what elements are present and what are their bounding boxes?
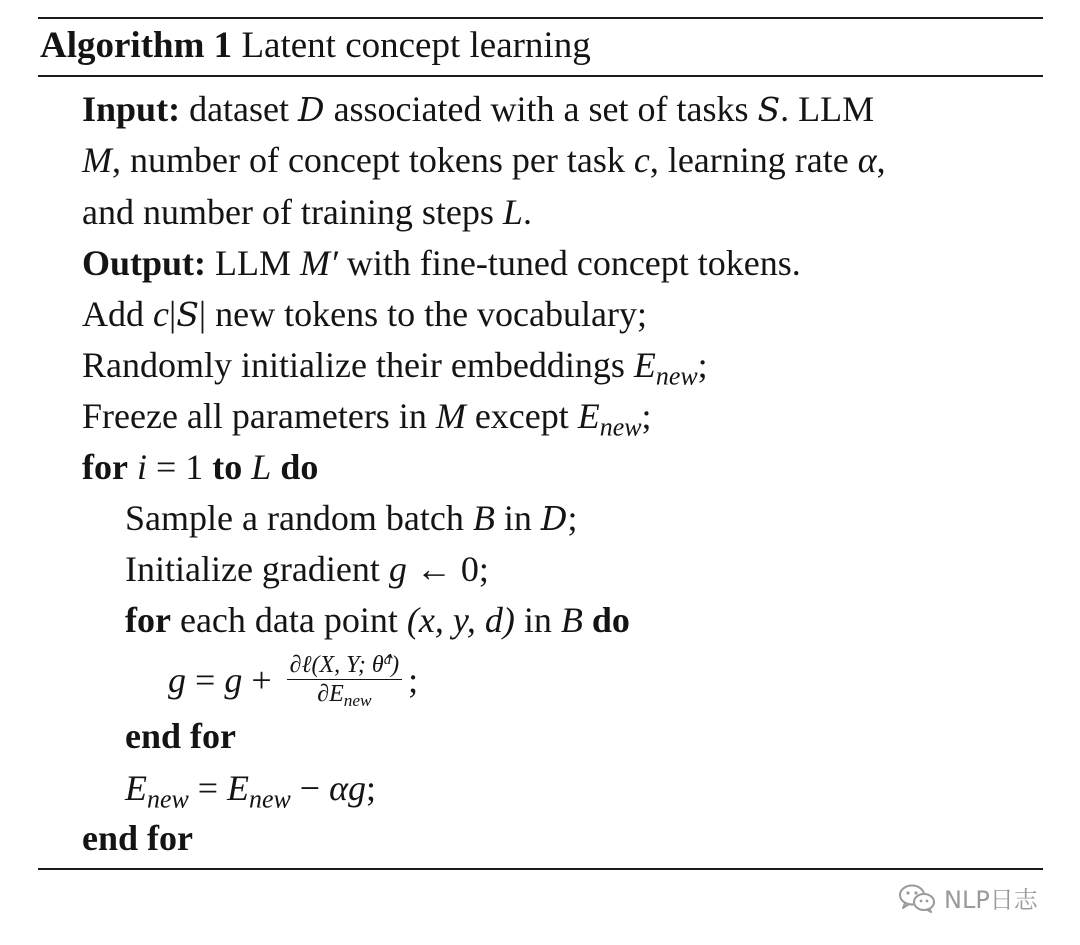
do-keyword: do	[591, 600, 630, 640]
denominator-subscript: new	[343, 691, 372, 711]
abs-bar: |	[168, 294, 177, 334]
numerator-superscript: d	[383, 652, 392, 669]
new-subscript: new	[147, 784, 189, 814]
semicolon: ;	[366, 768, 377, 808]
input-text: and number of training steps	[82, 192, 494, 232]
equals-sign: =	[195, 660, 216, 700]
fraction-denominator	[287, 680, 403, 711]
new-subscript: new	[655, 361, 698, 391]
E-letter: E	[633, 345, 656, 385]
step-text: Add	[82, 294, 144, 334]
step-text: new tokens to the vocabulary;	[215, 294, 647, 334]
concept-count-symbol: c	[153, 294, 169, 334]
step-freeze	[82, 393, 652, 442]
input-text: dataset	[189, 89, 290, 129]
input-text: .	[522, 192, 532, 232]
outer-for-line	[82, 444, 318, 490]
output-label: Output:	[82, 243, 207, 283]
batch-symbol: B	[560, 600, 583, 640]
sample-batch-line	[125, 495, 577, 542]
assign-expr: = 1	[155, 447, 204, 487]
semicolon: ;	[567, 498, 578, 538]
batch-symbol: B	[472, 498, 495, 538]
step-init-embeddings	[82, 342, 708, 391]
input-label: Input:	[82, 89, 181, 129]
loss-gradient-fraction	[287, 651, 403, 711]
output-text: LLM	[215, 243, 292, 283]
input-line-3	[82, 189, 532, 235]
step-add-tokens	[82, 291, 647, 338]
fraction-numerator	[287, 651, 403, 680]
gradient-symbol: g	[388, 549, 407, 589]
output-line	[82, 240, 801, 286]
model-symbol: M	[82, 140, 112, 180]
embedding-symbol	[125, 768, 189, 814]
step-text: Sample a random batch	[125, 498, 464, 538]
inner-end-for: end for	[125, 716, 236, 756]
input-text: , learning rate	[649, 140, 849, 180]
dataset-symbol: D	[540, 499, 568, 538]
for-keyword: for	[125, 600, 171, 640]
input-line-1	[82, 86, 874, 133]
assign-expr: ← 0;	[415, 549, 489, 589]
tasks-symbol: S	[757, 90, 781, 129]
step-text: except	[474, 396, 569, 436]
algorithm-number: Algorithm 1	[40, 25, 233, 66]
steps-symbol: L	[251, 447, 272, 487]
index-symbol: i	[136, 447, 147, 487]
gradient-symbol: g	[224, 660, 243, 700]
input-text: ,	[876, 140, 886, 180]
embedding-update-line	[125, 765, 377, 814]
steps-symbol: L	[502, 192, 523, 232]
plus-sign: +	[251, 660, 272, 700]
input-line-2	[82, 137, 886, 183]
semicolon: ;	[408, 660, 419, 700]
output-text: with fine-tuned concept tokens.	[346, 243, 801, 283]
tasks-symbol: S	[176, 295, 199, 334]
step-text: Initialize gradient	[125, 549, 380, 589]
input-text: , number of concept tokens per task	[112, 140, 625, 180]
dataset-symbol: D	[298, 90, 325, 129]
semicolon: ;	[697, 345, 708, 385]
input-text: . LLM	[780, 89, 875, 129]
step-text: Freeze all parameters in	[82, 396, 427, 436]
E-letter: E	[577, 396, 600, 436]
embedding-symbol	[577, 396, 642, 442]
watermark-text: NLP日志	[944, 886, 1038, 914]
step-text: in	[523, 600, 552, 640]
watermark	[898, 880, 1038, 915]
learning-rate-symbol: α	[857, 140, 877, 180]
gradient-symbol: g	[168, 660, 186, 700]
semicolon: ;	[641, 396, 652, 436]
do-keyword: do	[280, 447, 319, 487]
embedding-symbol	[227, 768, 291, 814]
E-letter: E	[227, 768, 250, 808]
step-text: in	[503, 498, 532, 538]
input-text: associated with a set of tasks	[333, 89, 749, 129]
numerator-text: ∂ℓ(X, Y; θ̂	[289, 652, 384, 679]
for-keyword: for	[82, 447, 128, 487]
new-subscript: new	[599, 412, 642, 442]
init-gradient-line	[125, 546, 489, 592]
wechat-icon	[898, 883, 936, 913]
new-subscript: new	[249, 784, 291, 814]
outer-end-for: end for	[82, 818, 193, 858]
step-text: each data point	[179, 600, 398, 640]
inner-for-line	[125, 597, 630, 643]
concept-count-symbol: c	[633, 140, 650, 180]
data-point-tuple: (x, y, d)	[406, 600, 515, 640]
numerator-close: )	[391, 652, 400, 679]
equals-sign: =	[197, 768, 219, 808]
algorithm-title: Latent concept learning	[241, 25, 591, 66]
denominator-text: ∂E	[317, 681, 344, 708]
output-model-symbol: M′	[300, 243, 338, 283]
E-letter: E	[125, 768, 147, 808]
abs-bar: |	[198, 294, 207, 334]
bottom-rule	[38, 868, 1043, 870]
model-symbol: M	[435, 396, 466, 436]
gradient-update-line	[168, 650, 418, 712]
minus-sign: −	[299, 768, 321, 808]
to-keyword: to	[212, 447, 243, 487]
embedding-symbol	[633, 345, 698, 391]
step-text: Randomly initialize their embeddings	[82, 345, 625, 385]
step-term: αg	[329, 768, 366, 808]
